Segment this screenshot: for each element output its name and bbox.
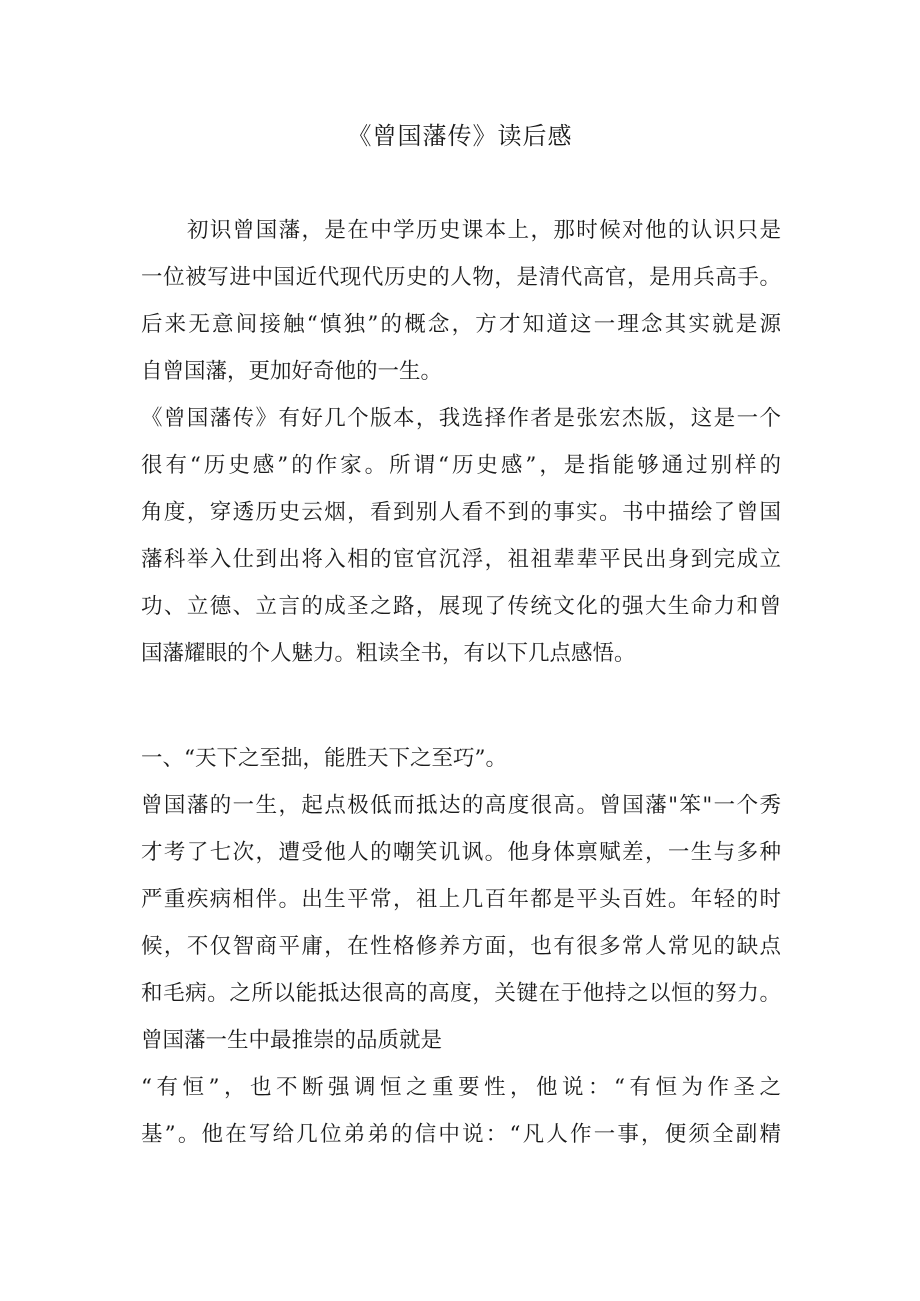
paragraph-line: 角度，穿透历史云烟，看到别人看不到的事实。书中描绘了曾国 (141, 500, 781, 525)
paragraph-line: 很有“历史感”的作家。所谓“历史感”，是指能够通过别样的 (141, 453, 781, 478)
paragraph-line: 初识曾国藩，是在中学历史课本上，那时候对他的认识只是 (187, 218, 781, 243)
section-heading: 一、“天下之至拙，能胜天下之至巧”。 (141, 746, 507, 771)
paragraph-line: 曾国藩的一生，起点极低而抵达的高度很高。曾国藩"笨"一个秀 (141, 793, 781, 818)
paragraph-line: 一位被写进中国近代现代历史的人物，是清代高官，是用兵高手。 (141, 265, 781, 290)
paragraph-line: “有恒”，也不断强调恒之重要性，他说：“有恒为作圣之 (141, 1075, 781, 1100)
paragraph-line: 后来无意间接触“慎独”的概念，方才知道这一理念其实就是源 (141, 312, 781, 337)
paragraph-line: 和毛病。之所以能抵达很高的高度，关键在于他持之以恒的努力。 (141, 981, 781, 1006)
paragraph-line: 《曾国藩传》有好几个版本，我选择作者是张宏杰版，这是一个 (141, 406, 781, 431)
paragraph-line: 功、立德、立言的成圣之路，展现了传统文化的强大生命力和曾 (141, 594, 781, 619)
paragraph-line: 严重疾病相伴。出生平常，祖上几百年都是平头百姓。年轻的时 (141, 887, 781, 912)
paragraph-line: 曾国藩一生中最推崇的品质就是 (141, 1028, 443, 1053)
paragraph-line: 自曾国藩，更加好奇他的一生。 (141, 359, 443, 384)
paragraph-line: 国藩耀眼的个人魅力。粗读全书，有以下几点感悟。 (141, 641, 636, 666)
paragraph-line: 藩科举入仕到出将入相的宦官沉浮，祖祖辈辈平民出身到完成立 (141, 547, 781, 572)
document-title: 《曾国藩传》读后感 (347, 122, 573, 150)
paragraph-line: 候，不仅智商平庸，在性格修养方面，也有很多常人常见的缺点 (141, 934, 781, 959)
paragraph-line: 基”。他在写给几位弟弟的信中说：“凡人作一事，便须全副精 (141, 1122, 781, 1147)
paragraph-line: 才考了七次，遭受他人的嘲笑讥讽。他身体禀赋差，一生与多种 (141, 840, 781, 865)
